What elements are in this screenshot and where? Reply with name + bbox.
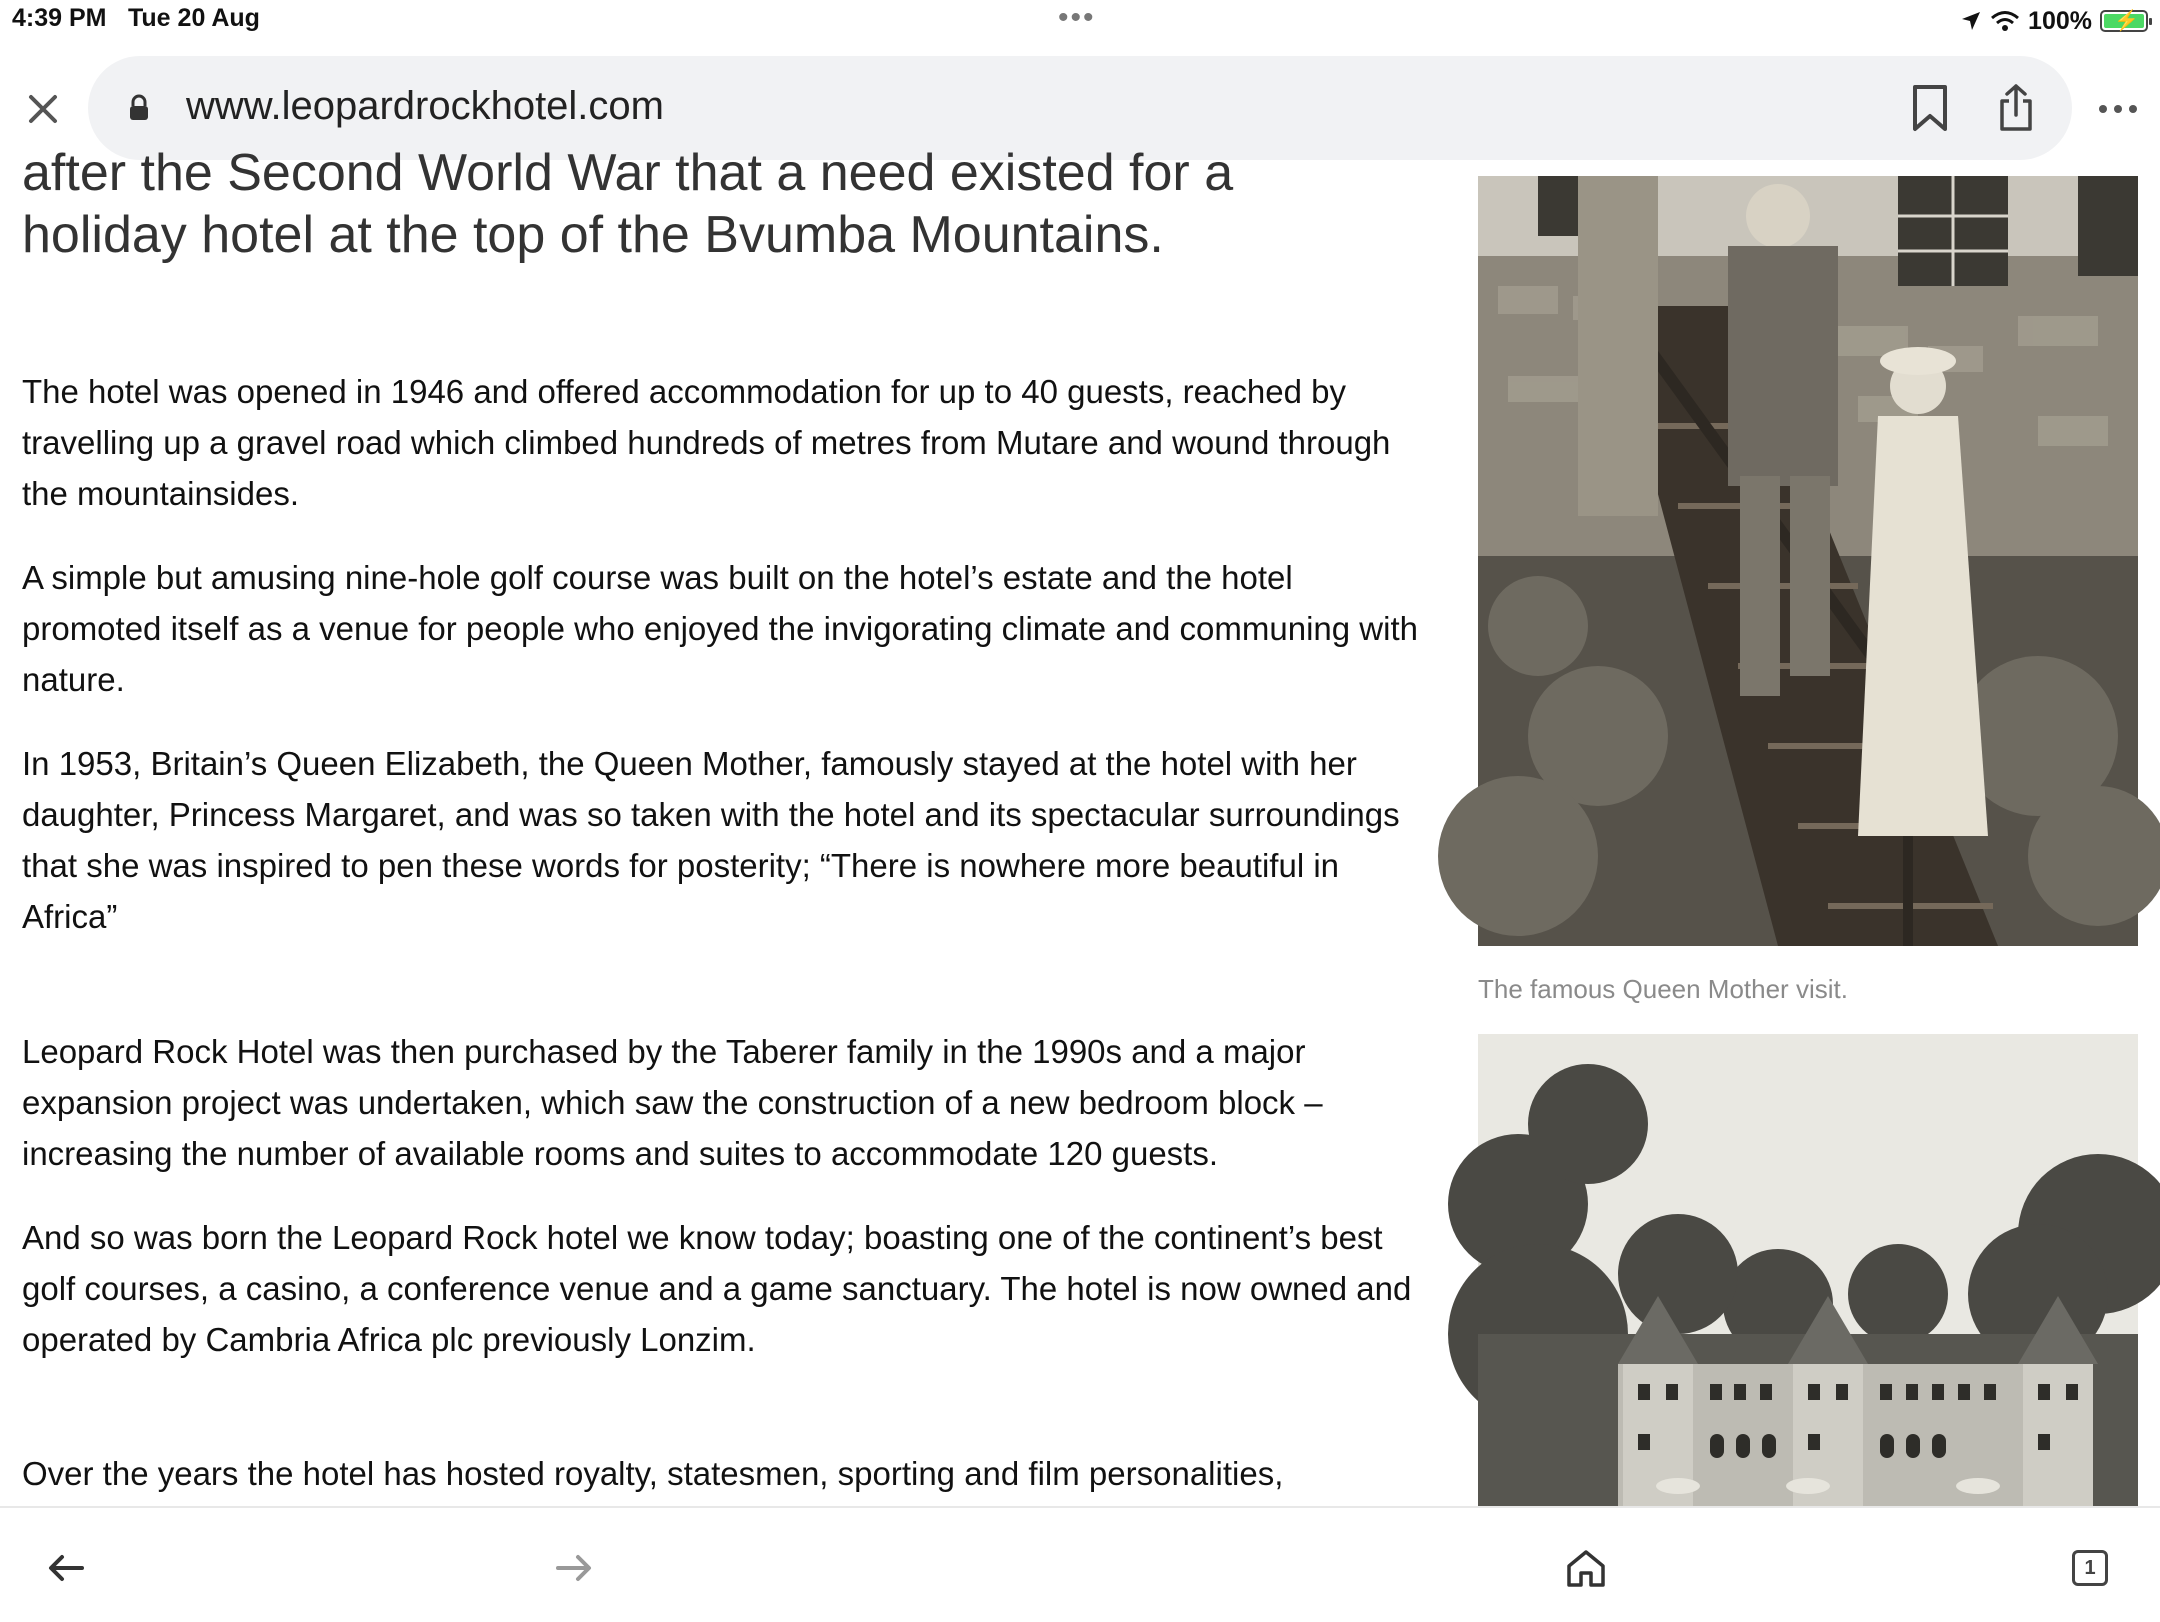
bottom-toolbar (0, 1506, 2160, 1622)
article-paragraph: A simple but amusing nine-hole golf course was built on the hotel’s estate and the hotel promoted itself as a venue for people who enjoyed the invigorating climate and communing with nature. (22, 559, 1418, 698)
lock-icon (128, 94, 150, 122)
web-content[interactable] (0, 144, 2160, 1506)
forward-icon (554, 1552, 594, 1584)
multitasking-dots-icon[interactable]: ••• (1058, 1, 1096, 34)
more-options-button[interactable] (2090, 84, 2146, 134)
share-icon (1997, 83, 2035, 133)
queen-mother-photo (1478, 176, 2138, 946)
article-paragraph: Leopard Rock Hotel was then purchased by the Taberer family in the 1990s and a major expansion project was undertaken, which saw the construction of a new bedroom block – increasing the number of available rooms and suites to accommodate 120 guests. (22, 1033, 1323, 1172)
share-button[interactable] (1988, 76, 2044, 140)
tabs-button[interactable] (2060, 1538, 2120, 1598)
location-arrow-icon (1960, 10, 1982, 32)
wifi-icon (1990, 10, 2020, 32)
status-indicators (1960, 4, 2148, 38)
tabs-icon (2072, 1550, 2108, 1586)
status-time: 4:39 PM (12, 4, 107, 32)
battery-icon (2100, 10, 2148, 32)
close-tab-button[interactable] (18, 84, 68, 134)
status-bar (0, 0, 2160, 44)
article-paragraph: The hotel was opened in 1946 and offered accommodation for up to 40 guests, reached by travelling up a gravel road which climbed hundreds of metres from Mutare and wound through the mountainsides. (22, 373, 1391, 512)
article-paragraph: Over the years the hotel has hosted royalty, statesmen, sporting and film personalities, (22, 1455, 1284, 1492)
charging-bolt-icon: ⚡ (2114, 10, 2139, 32)
article-paragraph: And so was born the Leopard Rock hotel we know today; boasting one of the continent’s best golf courses, a casino, a conference venue and a game sanctuary. The hotel is now owned and operated by Cambria Africa plc previously Lonzim. (22, 1219, 1412, 1358)
home-button[interactable] (1556, 1538, 1616, 1598)
close-icon (27, 93, 59, 125)
bookmark-button[interactable] (1902, 78, 1958, 138)
battery-percent: 100% (2028, 6, 2092, 35)
bookmark-icon (1911, 83, 1949, 133)
photo-caption: The famous Queen Mother visit. (1478, 974, 1848, 1004)
tab-count: 1 (2084, 1556, 2096, 1579)
status-date: Tue 20 Aug (128, 4, 260, 32)
forward-button[interactable] (544, 1538, 604, 1598)
more-icon (2098, 104, 2138, 114)
hotel-building-photo-image (1478, 1034, 2138, 1506)
url-text[interactable]: www.leopardrockhotel.com (186, 84, 664, 128)
queen-mother-photo-image (1478, 176, 2138, 946)
back-icon (46, 1552, 86, 1584)
article-paragraph: In 1953, Britain’s Queen Elizabeth, the Queen Mother, famously stayed at the hotel with her daughter, Princess Margaret, and was so taken with the hotel and its spectacular surroundings that she was inspired to pen these words for posterity; “There is nowhere more beautiful in Africa” (22, 745, 1400, 935)
home-icon (1565, 1548, 1607, 1588)
hotel-building-photo (1478, 1034, 2138, 1506)
back-button[interactable] (36, 1538, 96, 1598)
article-lead: after the Second World War that a need existed for a holiday hotel at the top of the Bvumba Mountains. (22, 144, 1234, 264)
